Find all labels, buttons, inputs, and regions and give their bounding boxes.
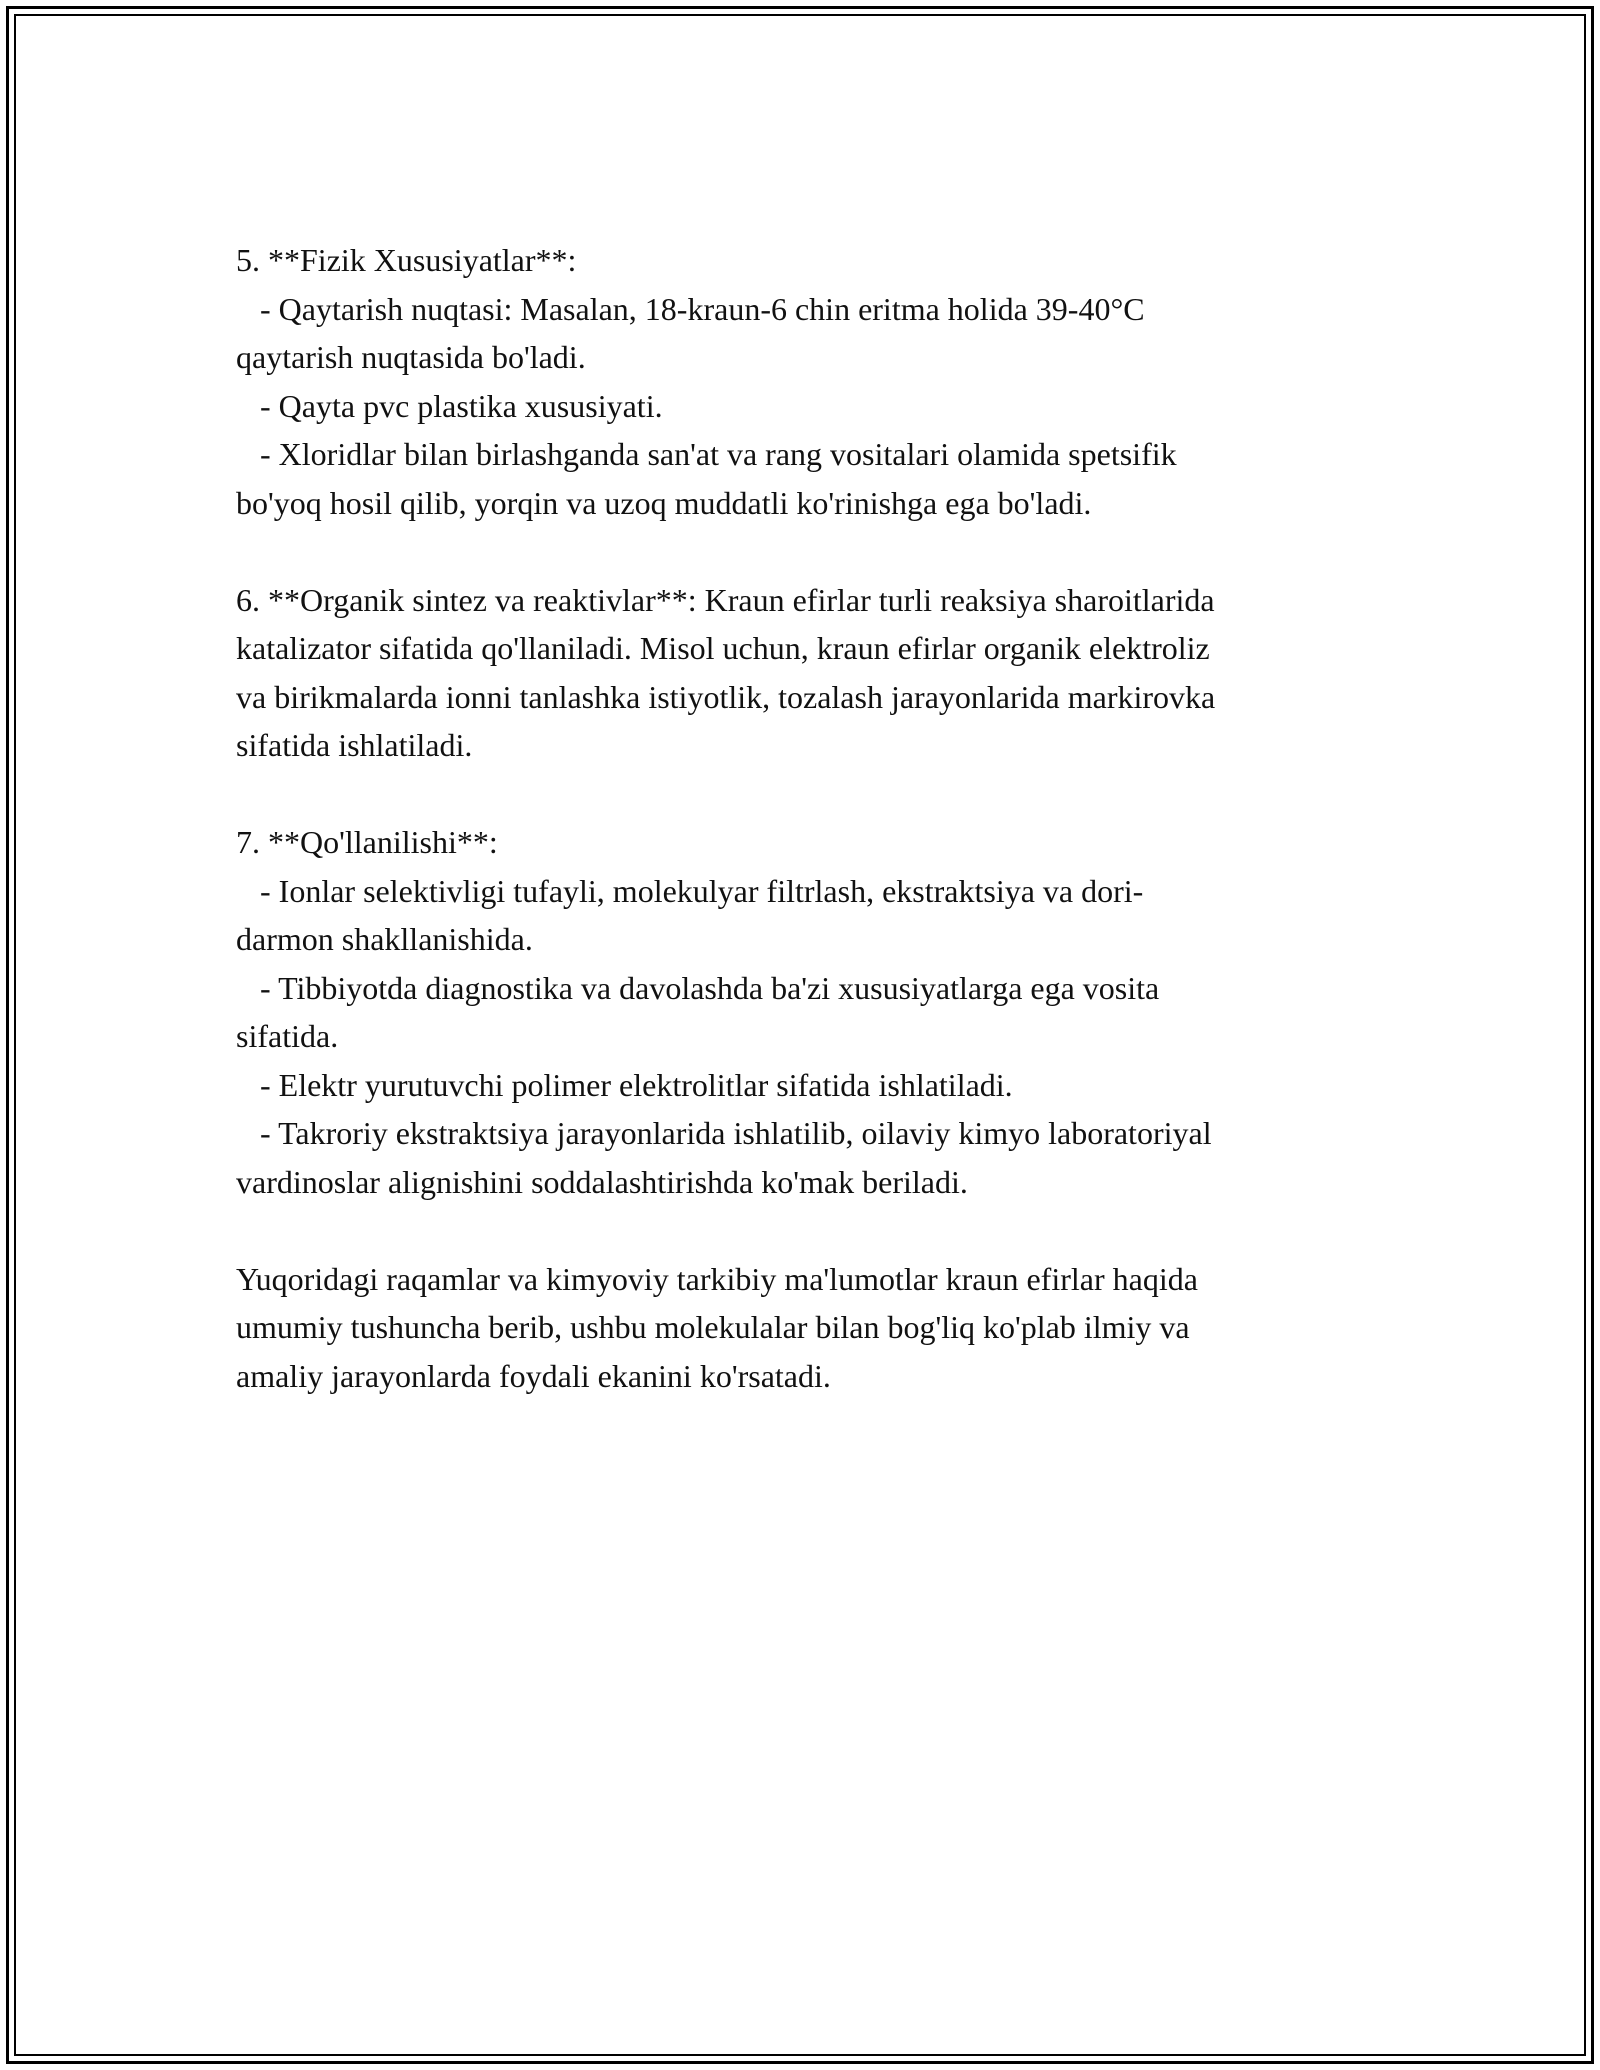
conclusion-line-2: umumiy tushuncha berib, ushbu molekulalar bilan bog'liq ko'plab ilmiy va <box>236 1309 1190 1345</box>
section-5-bullet-3-cont: bo'yoq hosil qilib, yorqin va uzoq muddatli ko'rinishga ega bo'ladi. <box>236 484 1092 521</box>
section-6-line-2: katalizator sifatida qo'llaniladi. Misol uchun, kraun efirlar organik elektroliz <box>236 630 1210 666</box>
section-7-bullet-3: - Elektr yurutuvchi polimer elektrolitlar sifatida ishlatiladi. <box>236 1066 1013 1103</box>
section-7-heading: 7. **Qo'llanilishi**: <box>236 824 498 860</box>
section-7-bullet-2-cont: sifatida. <box>236 1018 339 1054</box>
conclusion-line-1: Yuqoridagi raqamlar va kimyoviy tarkibiy ma'lumotlar kraun efirlar haqida <box>236 1260 1198 1297</box>
paragraph-gap <box>236 1206 1376 1255</box>
section-7-bullet-4-cont: vardinoslar alignishini soddalashtirishda ko'mak beriladi. <box>236 1163 968 1200</box>
document-body <box>236 236 1376 1400</box>
conclusion-line-3: amaliy jarayonlarda foydali ekanini ko'rsatadi. <box>236 1357 831 1394</box>
section-5-heading: 5. **Fizik Xususiyatlar**: <box>236 242 577 278</box>
section-5-bullet-1-cont: qaytarish nuqtasida bo'ladi. <box>236 339 586 375</box>
section-5-bullet-1: - Qaytarish nuqtasi: Masalan, 18-kraun-6 chin eritma holida 39-40°C <box>236 290 1145 327</box>
paragraph-gap <box>236 770 1376 819</box>
section-7-bullet-1-cont: darmon shakllanishida. <box>236 921 533 957</box>
section-7-bullet-2: - Tibbiyotda diagnostika va davolashda ba'zi xususiyatlarga ega vosita <box>236 969 1160 1006</box>
section-5-bullet-3: - Xloridlar bilan birlashganda san'at va rang vositalari olamida spetsifik <box>236 436 1177 472</box>
section-6-line-4: sifatida ishlatiladi. <box>236 727 473 763</box>
section-6-line-3: va birikmalarda ionni tanlashka istiyotlik, tozalash jarayonlarida markirovka <box>236 678 1216 715</box>
section-7-bullet-4: - Takroriy ekstraktsiya jarayonlarida ishlatilib, oilaviy kimyo laboratoriyal <box>236 1115 1212 1151</box>
section-6-line-1: 6. **Organik sintez va reaktivlar**: Kraun efirlar turli reaksiya sharoitlarida <box>236 581 1215 618</box>
paragraph-gap <box>236 527 1376 576</box>
section-5-bullet-2: - Qayta pvc plastika xususiyati. <box>236 387 663 424</box>
section-7-bullet-1: - Ionlar selektivligi tufayli, molekulyar filtrlash, ekstraktsiya va dori- <box>236 872 1144 909</box>
